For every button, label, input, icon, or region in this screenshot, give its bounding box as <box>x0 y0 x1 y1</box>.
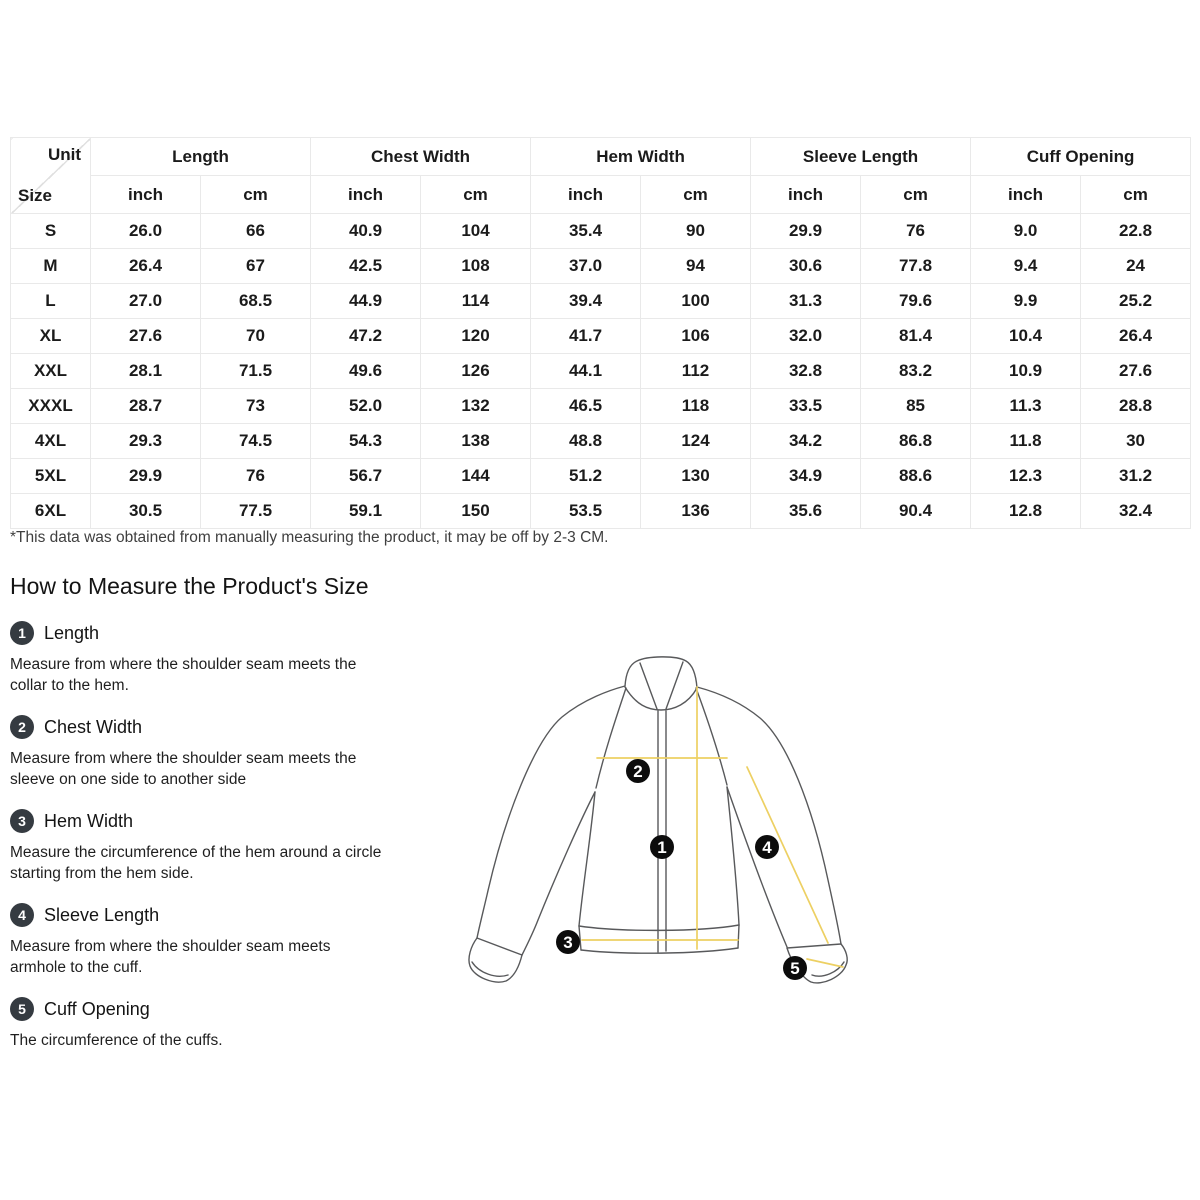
size-cell: 6XL <box>11 494 91 529</box>
value-cell: 88.6 <box>861 459 971 494</box>
svg-text:1: 1 <box>657 838 667 857</box>
value-cell: 30 <box>1081 424 1191 459</box>
size-table-body <box>11 214 1191 529</box>
value-cell: 79.6 <box>861 284 971 319</box>
value-cell: 29.9 <box>751 214 861 249</box>
step-number-badge: 4 <box>10 903 34 927</box>
svg-text:5: 5 <box>790 959 800 978</box>
value-cell: 27.6 <box>1081 354 1191 389</box>
column-group-hem-width: Hem Width <box>531 138 751 176</box>
value-cell: 42.5 <box>311 249 421 284</box>
measure-step <box>10 621 456 696</box>
value-cell: 11.3 <box>971 389 1081 424</box>
unit-header-row <box>11 176 1191 214</box>
step-number-badge: 5 <box>10 997 34 1021</box>
measurement-disclaimer: *This data was obtained from manually measuring the product, it may be off by 2-3 CM. <box>10 529 609 546</box>
value-cell: 34.2 <box>751 424 861 459</box>
column-group-cuff-opening: Cuff Opening <box>971 138 1191 176</box>
svg-text:3: 3 <box>563 933 573 952</box>
size-cell: S <box>11 214 91 249</box>
unit-header: inch <box>971 176 1081 214</box>
diagram-marker-length <box>650 835 674 859</box>
step-description-line: Measure the circumference of the hem around a circle <box>10 844 382 861</box>
value-cell: 108 <box>421 249 531 284</box>
value-cell: 12.3 <box>971 459 1081 494</box>
value-cell: 56.7 <box>311 459 421 494</box>
value-cell: 25.2 <box>1081 284 1191 319</box>
corner-size-label: Size <box>18 186 53 205</box>
value-cell: 41.7 <box>531 319 641 354</box>
value-cell: 26.4 <box>91 249 201 284</box>
table-row <box>11 354 1191 389</box>
cuff-measure-line <box>807 959 843 967</box>
unit-header: cm <box>861 176 971 214</box>
jacket-outline <box>469 657 847 983</box>
value-cell: 150 <box>421 494 531 529</box>
unit-header: inch <box>311 176 421 214</box>
value-cell: 76 <box>861 214 971 249</box>
value-cell: 90.4 <box>861 494 971 529</box>
step-label: Cuff Opening <box>44 998 150 1019</box>
value-cell: 76 <box>201 459 311 494</box>
measure-step <box>10 715 456 790</box>
table-row <box>11 494 1191 529</box>
step-number-badge: 1 <box>10 621 34 645</box>
step-description <box>10 654 456 696</box>
value-cell: 126 <box>421 354 531 389</box>
step-label: Sleeve Length <box>44 904 160 925</box>
step-number-badge: 2 <box>10 715 34 739</box>
value-cell: 35.6 <box>751 494 861 529</box>
measure-steps-list <box>10 621 456 1070</box>
value-cell: 27.0 <box>91 284 201 319</box>
value-cell: 85 <box>861 389 971 424</box>
step-description-line: Measure from where the shoulder seam meets the <box>10 750 357 767</box>
value-cell: 40.9 <box>311 214 421 249</box>
value-cell: 28.8 <box>1081 389 1191 424</box>
value-cell: 46.5 <box>531 389 641 424</box>
measure-step <box>10 903 456 978</box>
column-group-length: Length <box>91 138 311 176</box>
svg-text:4: 4 <box>762 838 772 857</box>
diagram-marker-hem-width <box>556 930 580 954</box>
value-cell: 9.0 <box>971 214 1081 249</box>
unit-header: inch <box>91 176 201 214</box>
table-row <box>11 389 1191 424</box>
value-cell: 81.4 <box>861 319 971 354</box>
step-description-line: Measure from where the shoulder seam meets the <box>10 656 357 673</box>
step-label: Chest Width <box>44 716 143 737</box>
value-cell: 31.3 <box>751 284 861 319</box>
value-cell: 12.8 <box>971 494 1081 529</box>
value-cell: 48.8 <box>531 424 641 459</box>
value-cell: 30.5 <box>91 494 201 529</box>
step-label: Length <box>44 622 100 643</box>
size-cell: XXL <box>11 354 91 389</box>
value-cell: 132 <box>421 389 531 424</box>
unit-size-corner-cell <box>11 138 91 214</box>
value-cell: 28.1 <box>91 354 201 389</box>
unit-header: inch <box>751 176 861 214</box>
step-description <box>10 1030 456 1051</box>
size-cell: L <box>11 284 91 319</box>
value-cell: 22.8 <box>1081 214 1191 249</box>
step-description <box>10 842 456 884</box>
table-row <box>11 284 1191 319</box>
value-cell: 26.0 <box>91 214 201 249</box>
value-cell: 30.6 <box>751 249 861 284</box>
value-cell: 130 <box>641 459 751 494</box>
value-cell: 106 <box>641 319 751 354</box>
table-row <box>11 424 1191 459</box>
step-label: Hem Width <box>44 810 134 831</box>
value-cell: 54.3 <box>311 424 421 459</box>
unit-header: inch <box>531 176 641 214</box>
measure-step <box>10 809 456 884</box>
step-description-line: starting from the hem side. <box>10 865 194 882</box>
value-cell: 100 <box>641 284 751 319</box>
value-cell: 90 <box>641 214 751 249</box>
value-cell: 144 <box>421 459 531 494</box>
value-cell: 28.7 <box>91 389 201 424</box>
value-cell: 32.8 <box>751 354 861 389</box>
value-cell: 83.2 <box>861 354 971 389</box>
unit-header: cm <box>641 176 751 214</box>
unit-header: cm <box>201 176 311 214</box>
value-cell: 136 <box>641 494 751 529</box>
step-description-line: Measure from where the shoulder seam meets <box>10 938 331 955</box>
value-cell: 31.2 <box>1081 459 1191 494</box>
value-cell: 86.8 <box>861 424 971 459</box>
diagram-marker-sleeve-length <box>755 835 779 859</box>
value-cell: 37.0 <box>531 249 641 284</box>
value-cell: 70 <box>201 319 311 354</box>
value-cell: 52.0 <box>311 389 421 424</box>
value-cell: 11.8 <box>971 424 1081 459</box>
value-cell: 66 <box>201 214 311 249</box>
diagram-marker-chest-width <box>626 759 650 783</box>
size-cell: 4XL <box>11 424 91 459</box>
value-cell: 74.5 <box>201 424 311 459</box>
value-cell: 27.6 <box>91 319 201 354</box>
value-cell: 32.4 <box>1081 494 1191 529</box>
value-cell: 73 <box>201 389 311 424</box>
value-cell: 26.4 <box>1081 319 1191 354</box>
size-cell: M <box>11 249 91 284</box>
size-cell: XXXL <box>11 389 91 424</box>
unit-header: cm <box>421 176 531 214</box>
column-group-sleeve-length: Sleeve Length <box>751 138 971 176</box>
value-cell: 112 <box>641 354 751 389</box>
unit-header: cm <box>1081 176 1191 214</box>
value-cell: 77.5 <box>201 494 311 529</box>
measure-step <box>10 997 456 1051</box>
step-description-line: armhole to the cuff. <box>10 959 143 976</box>
value-cell: 35.4 <box>531 214 641 249</box>
value-cell: 59.1 <box>311 494 421 529</box>
value-cell: 67 <box>201 249 311 284</box>
value-cell: 120 <box>421 319 531 354</box>
column-group-chest-width: Chest Width <box>311 138 531 176</box>
group-header-row <box>11 138 1191 176</box>
value-cell: 77.8 <box>861 249 971 284</box>
value-cell: 29.3 <box>91 424 201 459</box>
value-cell: 44.1 <box>531 354 641 389</box>
table-row <box>11 214 1191 249</box>
value-cell: 53.5 <box>531 494 641 529</box>
step-description <box>10 748 456 790</box>
value-cell: 44.9 <box>311 284 421 319</box>
value-cell: 32.0 <box>751 319 861 354</box>
value-cell: 9.4 <box>971 249 1081 284</box>
size-cell: XL <box>11 319 91 354</box>
size-table <box>10 137 1191 529</box>
size-cell: 5XL <box>11 459 91 494</box>
table-row <box>11 459 1191 494</box>
step-number-badge: 3 <box>10 809 34 833</box>
guide-heading: How to Measure the Product's Size <box>10 573 369 599</box>
value-cell: 138 <box>421 424 531 459</box>
value-cell: 9.9 <box>971 284 1081 319</box>
svg-text:2: 2 <box>633 762 643 781</box>
diagram-marker-cuff-opening <box>783 956 807 980</box>
value-cell: 29.9 <box>91 459 201 494</box>
value-cell: 47.2 <box>311 319 421 354</box>
step-description-line: sleeve on one side to another side <box>10 771 247 788</box>
value-cell: 10.9 <box>971 354 1081 389</box>
corner-unit-label: Unit <box>47 145 81 164</box>
step-description-line: collar to the hem. <box>10 677 129 694</box>
value-cell: 10.4 <box>971 319 1081 354</box>
step-description-line: The circumference of the cuffs. <box>10 1032 223 1049</box>
value-cell: 94 <box>641 249 751 284</box>
value-cell: 104 <box>421 214 531 249</box>
value-cell: 33.5 <box>751 389 861 424</box>
value-cell: 24 <box>1081 249 1191 284</box>
value-cell: 124 <box>641 424 751 459</box>
table-row <box>11 319 1191 354</box>
value-cell: 51.2 <box>531 459 641 494</box>
value-cell: 39.4 <box>531 284 641 319</box>
measure-lines <box>582 687 843 967</box>
value-cell: 118 <box>641 389 751 424</box>
value-cell: 68.5 <box>201 284 311 319</box>
value-cell: 49.6 <box>311 354 421 389</box>
jacket-diagram <box>450 645 860 1015</box>
value-cell: 34.9 <box>751 459 861 494</box>
step-description <box>10 936 456 978</box>
table-row <box>11 249 1191 284</box>
value-cell: 114 <box>421 284 531 319</box>
value-cell: 71.5 <box>201 354 311 389</box>
